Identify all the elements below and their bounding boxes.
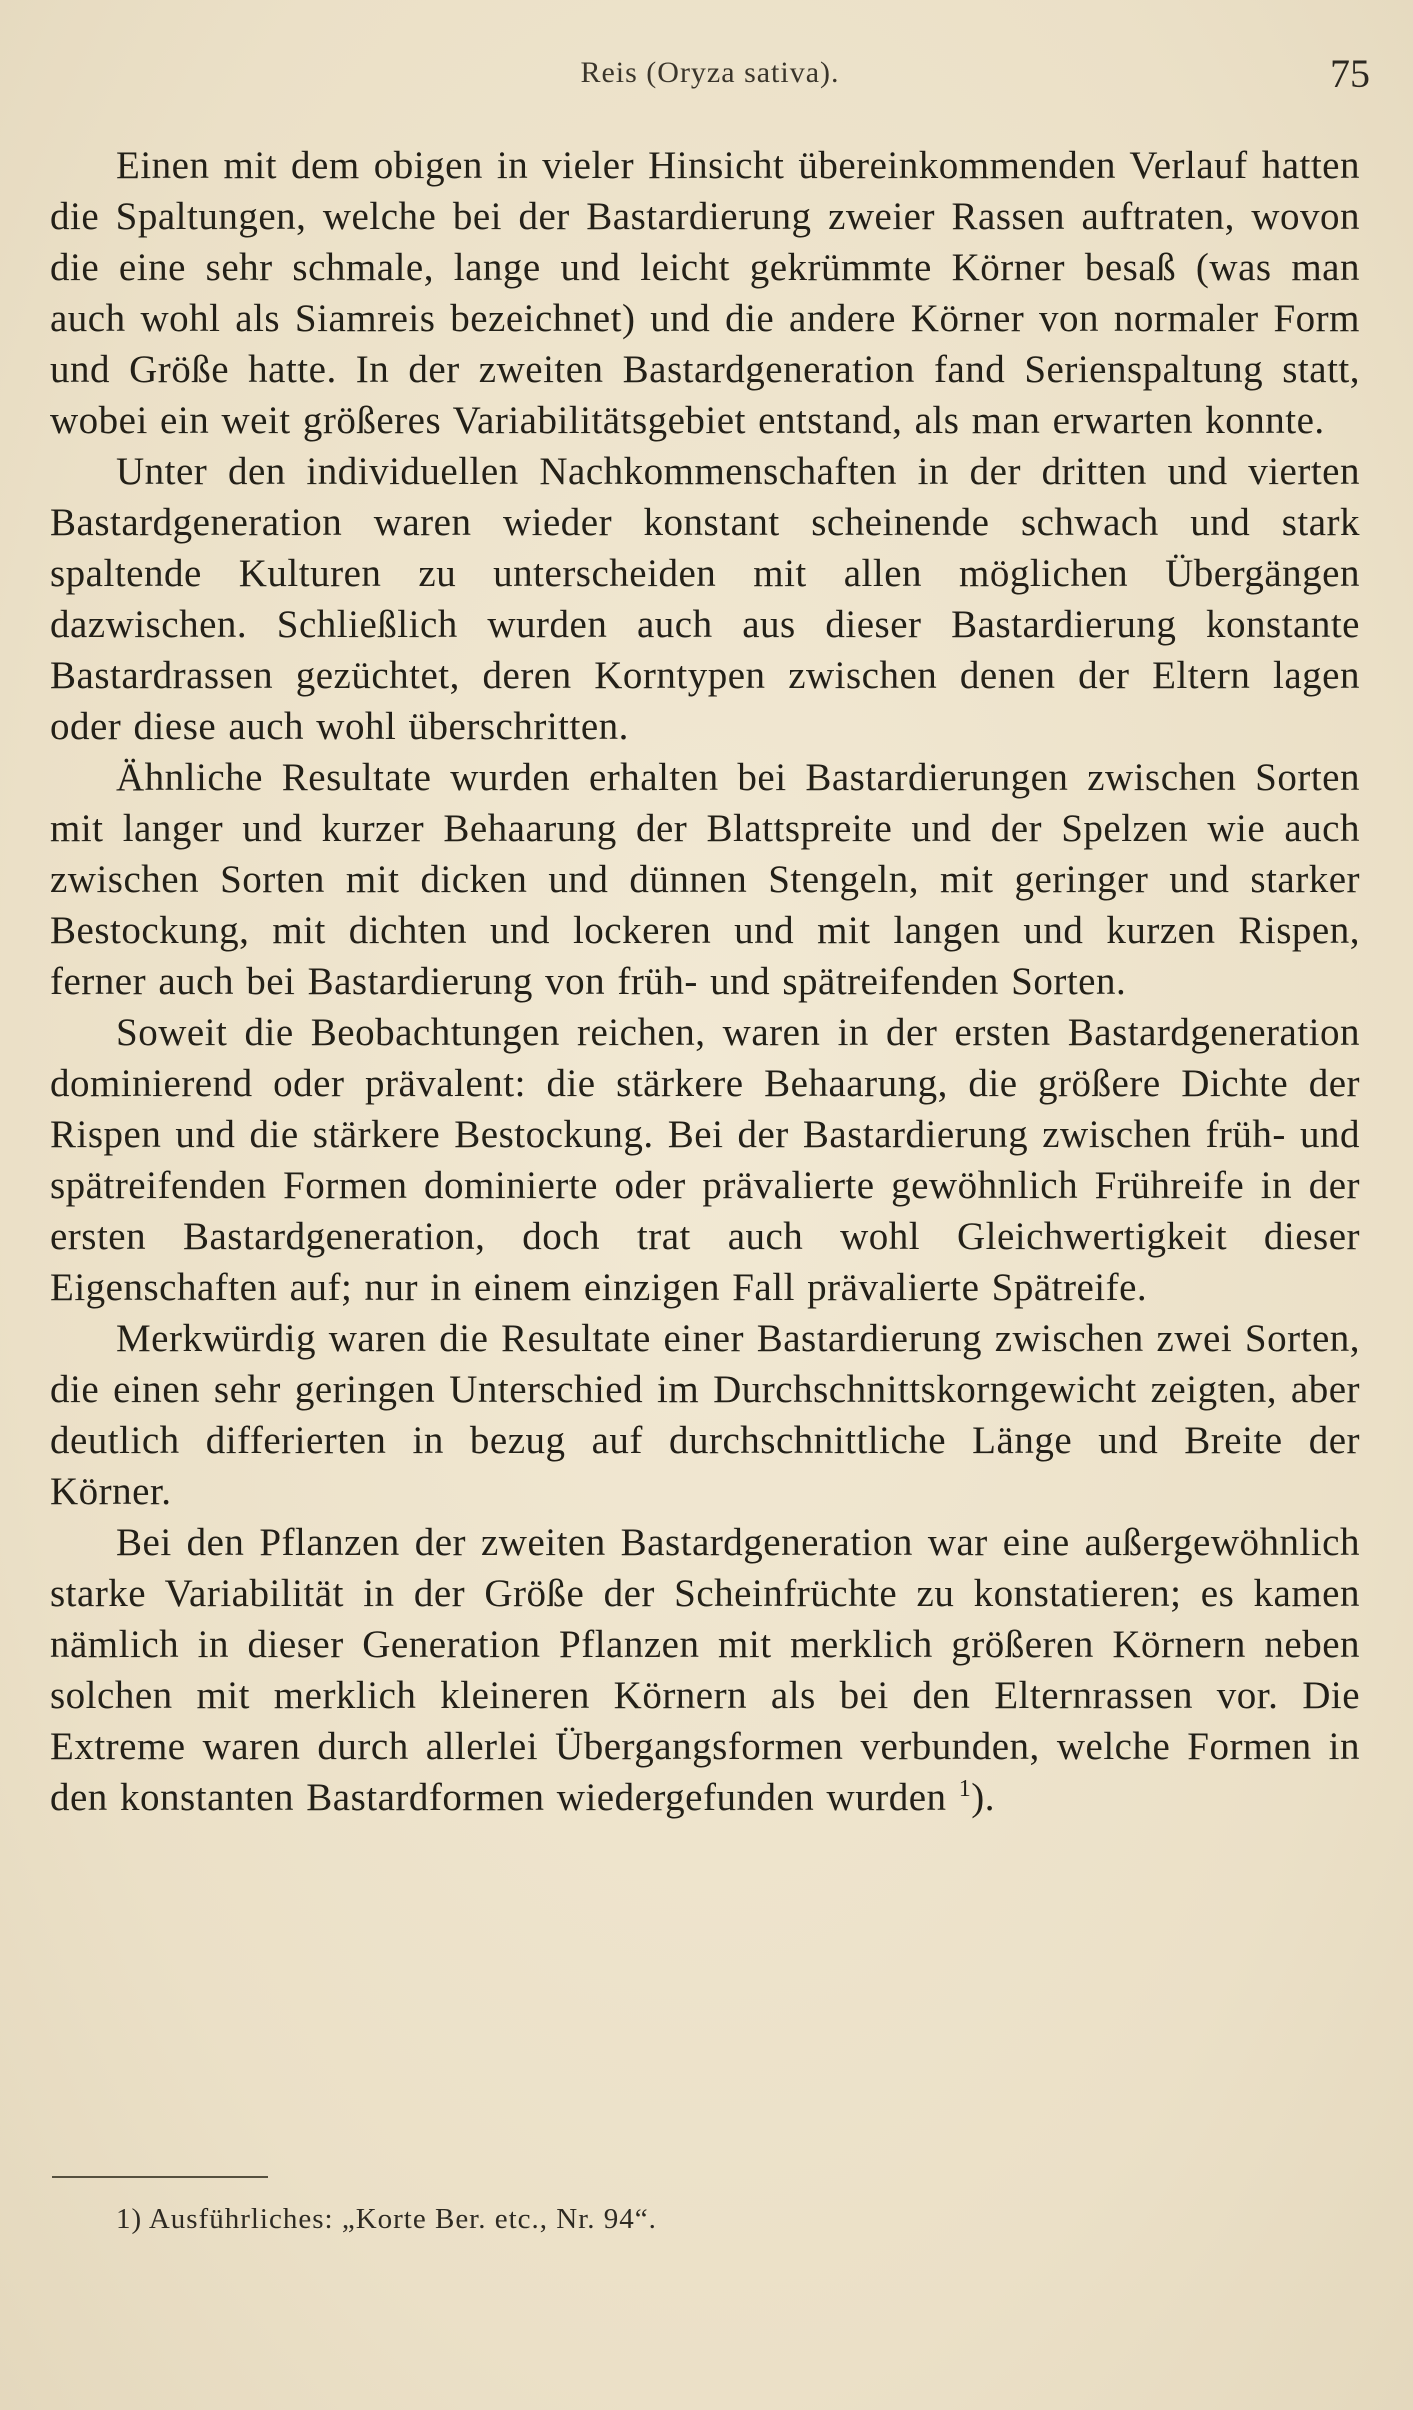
paragraph-3: Ähnliche Resultate wurden erhalten bei Bastardierungen zwischen Sorten mit langer und kurzer Behaarung der Blattspreite und der Spelzen wie auch zwischen Sorten mit dicken und dünnen Stengeln, mit geringer und starker Bestockung, mit dichten und lockeren und mit langen und kurzen Rispen, ferner auch bei Bastardierung von früh- und spätreifenden Sorten. <box>50 756 1360 1003</box>
paragraph-1: Einen mit dem obigen in vieler Hinsicht übereinkommenden Verlauf hatten die Spaltungen, welche bei der Bastardierung zweier Rassen auftraten, wovon die eine sehr schmale, lange und leicht gekrümmte Körner besaß (was man auch wohl als Siamreis bezeichnet) und die andere Körner von normaler Form und Größe hatte. In der zweiten Bastardgeneration fand Serienspaltung statt, wobei ein weit größeres Variabilitätsgebiet entstand, als man erwarten konnte. <box>50 144 1360 442</box>
paragraph-6-end: ). <box>971 1776 996 1819</box>
footnote-text: Ausführliches: „Korte Ber. etc., Nr. 94“. <box>148 2203 657 2235</box>
footnote-marker: 1) <box>116 2203 143 2235</box>
paragraph-6-text: Bei den Pflanzen der zweiten Bastardgeneration war eine außergewöhnlich starke Variabilität in der Größe der Scheinfrüchte zu konstatieren; es kamen nämlich in dieser Generation Pflanzen mit merklich größeren Körnern neben solchen mit merklich kleineren Körnern als bei den Elternrassen vor. Die Extreme waren durch allerlei Übergangsformen verbunden, welche Formen in den konstanten Bastardformen wiedergefunden wurden <box>50 1521 1360 1819</box>
body-text <box>50 140 1360 1823</box>
page-number: 75 <box>1330 51 1370 96</box>
footnote-reference[interactable]: 1 <box>958 1776 972 1802</box>
running-head <box>50 50 1370 110</box>
paragraph-2: Unter den individuellen Nachkommenschaften in der dritten und vierten Bastardgeneration waren wieder konstant scheinende schwach und stark spaltende Kulturen zu unterscheiden mit allen möglichen Übergängen dazwischen. Schließlich wurden auch aus dieser Bastardierung konstante Bastardrassen gezüchtet, deren Korntypen zwischen denen der Eltern lagen oder diese auch wohl überschritten. <box>50 450 1360 748</box>
footnote <box>116 2203 657 2236</box>
paragraph-4: Soweit die Beobachtungen reichen, waren in der ersten Bastardgeneration dominierend oder prävalent: die stärkere Behaarung, die größere Dichte der Rispen und die stärkere Bestockung. Bei der Bastardierung zwischen früh- und spätreifenden Formen dominierte oder prävalierte gewöhnlich Frühreife in der ersten Bastardgeneration, doch trat auch wohl Gleichwertigkeit dieser Eigenschaften auf; nur in einem einzigen Fall prävalierte Spätreife. <box>50 1011 1360 1309</box>
footnote-divider <box>52 2176 268 2178</box>
paragraph-5: Merkwürdig waren die Resultate einer Bastardierung zwischen zwei Sorten, die einen sehr geringen Unterschied im Durchschnittskorngewicht zeigten, aber deutlich differierten in bezug auf durchschnittliche Länge und Breite der Körner. <box>50 1317 1360 1513</box>
paragraph-6 <box>50 1517 1360 1823</box>
running-title: Reis (Oryza sativa). <box>580 56 840 89</box>
